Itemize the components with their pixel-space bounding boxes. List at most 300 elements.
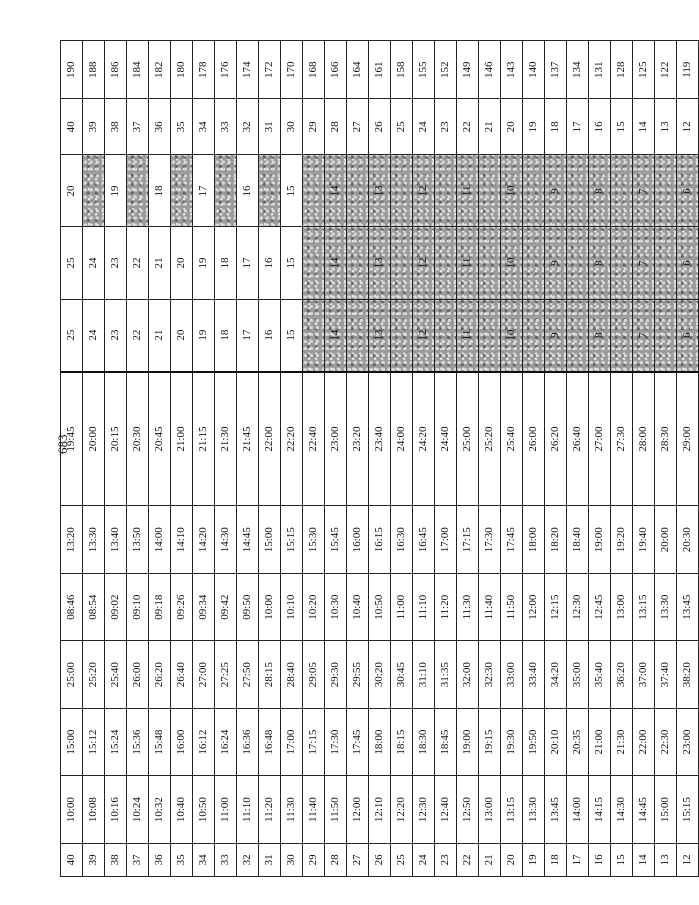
- cell-val-k: 170: [281, 41, 303, 99]
- cell-time-b: 16:36: [237, 708, 259, 775]
- cell-time-c: 33:40: [523, 641, 545, 708]
- cell-time-b: 16:24: [215, 708, 237, 775]
- cell-time-c: 31:35: [435, 641, 457, 708]
- cell-val-i: 15: [281, 155, 303, 227]
- cell-val-h: [479, 227, 501, 299]
- cell-val-j: 30: [281, 99, 303, 155]
- cell-val-k: 174: [237, 41, 259, 99]
- cell-time-e: 17:30: [479, 506, 501, 573]
- cell-val-i: 10: [501, 155, 523, 227]
- cell-time-e: 16:15: [369, 506, 391, 573]
- cell-time-e: 16:30: [391, 506, 413, 573]
- table-row: [523, 41, 545, 877]
- cell-val-k: 164: [347, 41, 369, 99]
- cell-score: 31: [259, 843, 281, 876]
- cell-time-d: 11:20: [435, 573, 457, 640]
- cell-val-i: [83, 155, 105, 227]
- table-row: [171, 41, 193, 877]
- cell-time-b: 16:00: [171, 708, 193, 775]
- cell-score: 30: [281, 843, 303, 876]
- cell-val-k: 158: [391, 41, 413, 99]
- cell-val-h: 9: [545, 227, 567, 299]
- cell-val-i: 14: [325, 155, 347, 227]
- cell-time-a: 10:00: [61, 776, 83, 843]
- cell-time-a: 11:10: [237, 776, 259, 843]
- cell-time-f: 24:20: [413, 372, 435, 506]
- cell-score: 22: [457, 843, 479, 876]
- cell-time-e: 13:50: [127, 506, 149, 573]
- cell-val-i: [655, 155, 677, 227]
- cell-val-j: 22: [457, 99, 479, 155]
- cell-val-i: [127, 155, 149, 227]
- cell-val-i: 9: [545, 155, 567, 227]
- cell-time-a: 11:40: [303, 776, 325, 843]
- cell-val-k: 168: [303, 41, 325, 99]
- cell-time-d: 11:30: [457, 573, 479, 640]
- table-row: [391, 41, 413, 877]
- cell-val-k: 119: [677, 41, 699, 99]
- cell-score: 16: [589, 843, 611, 876]
- cell-time-d: 10:30: [325, 573, 347, 640]
- cell-val-h: 11: [457, 227, 479, 299]
- cell-val-k: 143: [501, 41, 523, 99]
- cell-time-b: 20:10: [545, 708, 567, 775]
- cell-time-d: 11:40: [479, 573, 501, 640]
- cell-time-f: 22:40: [303, 372, 325, 506]
- cell-val-h: 24: [83, 227, 105, 299]
- cell-val-j: 15: [611, 99, 633, 155]
- cell-time-e: 14:45: [237, 506, 259, 573]
- cell-time-a: 10:32: [149, 776, 171, 843]
- cell-val-h: 15: [281, 227, 303, 299]
- cell-val-k: 166: [325, 41, 347, 99]
- cell-time-e: 13:40: [105, 506, 127, 573]
- cell-time-a: 14:30: [611, 776, 633, 843]
- cell-time-b: 15:24: [105, 708, 127, 775]
- cell-time-b: 15:12: [83, 708, 105, 775]
- cell-time-a: 10:50: [193, 776, 215, 843]
- cell-time-f: 25:40: [501, 372, 523, 506]
- cell-val-j: 33: [215, 99, 237, 155]
- cell-val-h: 23: [105, 227, 127, 299]
- cell-time-d: 09:18: [149, 573, 171, 640]
- cell-time-e: 18:20: [545, 506, 567, 573]
- cell-time-a: 12:00: [347, 776, 369, 843]
- cell-val-g: 8: [589, 299, 611, 372]
- cell-time-d: 12:15: [545, 573, 567, 640]
- cell-time-b: 17:45: [347, 708, 369, 775]
- cell-val-j: 17: [567, 99, 589, 155]
- cell-time-b: 21:00: [589, 708, 611, 775]
- cell-time-d: 08:54: [83, 573, 105, 640]
- cell-time-b: 19:30: [501, 708, 523, 775]
- cell-score: 33: [215, 843, 237, 876]
- cell-val-i: [171, 155, 193, 227]
- table-row: [501, 41, 523, 877]
- cell-time-d: 09:02: [105, 573, 127, 640]
- cell-time-b: 22:00: [633, 708, 655, 775]
- cell-val-g: 22: [127, 299, 149, 372]
- cell-val-h: 14: [325, 227, 347, 299]
- cell-score: 37: [127, 843, 149, 876]
- cell-val-h: 22: [127, 227, 149, 299]
- cell-time-d: 10:50: [369, 573, 391, 640]
- cell-time-e: 17:00: [435, 506, 457, 573]
- cell-time-b: 17:00: [281, 708, 303, 775]
- cell-val-h: 7: [633, 227, 655, 299]
- cell-val-h: 16: [259, 227, 281, 299]
- cell-time-a: 14:15: [589, 776, 611, 843]
- cell-val-i: [215, 155, 237, 227]
- rotated-table-area: [60, 40, 693, 877]
- cell-val-j: 12: [677, 99, 699, 155]
- cell-val-g: [479, 299, 501, 372]
- cell-val-k: 131: [589, 41, 611, 99]
- cell-time-e: 17:45: [501, 506, 523, 573]
- table-row: [545, 41, 567, 877]
- cell-time-c: 25:40: [105, 641, 127, 708]
- cell-time-f: 19:45: [61, 372, 83, 506]
- table-row: [435, 41, 457, 877]
- table-row: [567, 41, 589, 877]
- cell-time-a: 13:15: [501, 776, 523, 843]
- cell-val-k: 178: [193, 41, 215, 99]
- cell-time-c: 25:20: [83, 641, 105, 708]
- cell-val-j: 31: [259, 99, 281, 155]
- cell-val-i: [435, 155, 457, 227]
- scoring-table-body: [61, 41, 699, 877]
- cell-time-f: 23:40: [369, 372, 391, 506]
- cell-time-c: 32:30: [479, 641, 501, 708]
- cell-time-b: 21:30: [611, 708, 633, 775]
- table-row: [127, 41, 149, 877]
- cell-val-h: 25: [61, 227, 83, 299]
- cell-val-j: 26: [369, 99, 391, 155]
- cell-time-c: 29:30: [325, 641, 347, 708]
- cell-time-d: 11:00: [391, 573, 413, 640]
- cell-time-f: 22:20: [281, 372, 303, 506]
- cell-time-a: 11:20: [259, 776, 281, 843]
- cell-time-a: 14:45: [633, 776, 655, 843]
- cell-val-j: 16: [589, 99, 611, 155]
- cell-time-c: 27:00: [193, 641, 215, 708]
- cell-val-h: [303, 227, 325, 299]
- cell-val-g: 15: [281, 299, 303, 372]
- cell-time-d: 09:42: [215, 573, 237, 640]
- cell-time-c: 29:05: [303, 641, 325, 708]
- cell-val-g: [655, 299, 677, 372]
- cell-val-j: 24: [413, 99, 435, 155]
- cell-time-c: 32:00: [457, 641, 479, 708]
- table-row: [105, 41, 127, 877]
- cell-val-i: 20: [61, 155, 83, 227]
- cell-time-f: 20:45: [149, 372, 171, 506]
- cell-score: 29: [303, 843, 325, 876]
- cell-val-g: 10: [501, 299, 523, 372]
- cell-val-j: 34: [193, 99, 215, 155]
- cell-val-k: 190: [61, 41, 83, 99]
- cell-val-g: 17: [237, 299, 259, 372]
- cell-val-h: [611, 227, 633, 299]
- cell-time-b: 19:00: [457, 708, 479, 775]
- cell-val-j: 13: [655, 99, 677, 155]
- cell-score: 40: [61, 843, 83, 876]
- cell-val-j: 20: [501, 99, 523, 155]
- cell-time-f: 24:00: [391, 372, 413, 506]
- cell-val-j: 19: [523, 99, 545, 155]
- cell-val-k: 188: [83, 41, 105, 99]
- cell-time-f: 20:30: [127, 372, 149, 506]
- cell-time-c: 26:00: [127, 641, 149, 708]
- cell-val-i: 7: [633, 155, 655, 227]
- cell-time-b: 16:48: [259, 708, 281, 775]
- cell-time-c: 35:40: [589, 641, 611, 708]
- cell-val-h: [435, 227, 457, 299]
- table-row: [215, 41, 237, 877]
- cell-time-a: 14:00: [567, 776, 589, 843]
- cell-time-f: 26:20: [545, 372, 567, 506]
- cell-time-b: 20:35: [567, 708, 589, 775]
- cell-time-a: 13:45: [545, 776, 567, 843]
- cell-time-f: 23:20: [347, 372, 369, 506]
- cell-time-f: 21:30: [215, 372, 237, 506]
- cell-time-c: 27:25: [215, 641, 237, 708]
- cell-time-b: 17:15: [303, 708, 325, 775]
- cell-val-g: 9: [545, 299, 567, 372]
- cell-time-f: 20:00: [83, 372, 105, 506]
- cell-time-b: 18:45: [435, 708, 457, 775]
- cell-val-h: [347, 227, 369, 299]
- cell-val-j: 37: [127, 99, 149, 155]
- cell-val-g: 24: [83, 299, 105, 372]
- cell-score: 36: [149, 843, 171, 876]
- cell-val-j: 18: [545, 99, 567, 155]
- cell-val-j: 28: [325, 99, 347, 155]
- cell-val-i: [611, 155, 633, 227]
- cell-time-a: 12:40: [435, 776, 457, 843]
- cell-val-i: 19: [105, 155, 127, 227]
- cell-time-b: 15:48: [149, 708, 171, 775]
- cell-val-g: 16: [259, 299, 281, 372]
- cell-score: 38: [105, 843, 127, 876]
- cell-time-d: 13:00: [611, 573, 633, 640]
- cell-time-d: 13:30: [655, 573, 677, 640]
- cell-val-g: 19: [193, 299, 215, 372]
- cell-time-a: 10:40: [171, 776, 193, 843]
- cell-val-j: 39: [83, 99, 105, 155]
- cell-time-c: 25:00: [61, 641, 83, 708]
- cell-val-k: 134: [567, 41, 589, 99]
- cell-time-f: 26:40: [567, 372, 589, 506]
- cell-val-h: 17: [237, 227, 259, 299]
- table-row: [281, 41, 303, 877]
- cell-time-e: 20:30: [677, 506, 699, 573]
- cell-time-d: 10:00: [259, 573, 281, 640]
- cell-time-f: 23:00: [325, 372, 347, 506]
- table-row: [149, 41, 171, 877]
- cell-time-e: 19:20: [611, 506, 633, 573]
- table-row: [325, 41, 347, 877]
- cell-time-c: 34:20: [545, 641, 567, 708]
- cell-val-j: 36: [149, 99, 171, 155]
- cell-time-a: 12:50: [457, 776, 479, 843]
- cell-val-h: 19: [193, 227, 215, 299]
- table-row: [479, 41, 501, 877]
- cell-time-d: 11:50: [501, 573, 523, 640]
- cell-val-i: 17: [193, 155, 215, 227]
- cell-time-d: 09:50: [237, 573, 259, 640]
- cell-val-g: 25: [61, 299, 83, 372]
- cell-val-h: 10: [501, 227, 523, 299]
- cell-score: 12: [677, 843, 699, 876]
- cell-val-k: 137: [545, 41, 567, 99]
- cell-time-e: 15:00: [259, 506, 281, 573]
- cell-score: 35: [171, 843, 193, 876]
- cell-time-d: 12:30: [567, 573, 589, 640]
- cell-time-f: 22:00: [259, 372, 281, 506]
- cell-val-j: 23: [435, 99, 457, 155]
- cell-time-a: 15:00: [655, 776, 677, 843]
- cell-time-b: 15:00: [61, 708, 83, 775]
- table-row: [303, 41, 325, 877]
- table-row: [633, 41, 655, 877]
- cell-val-g: 21: [149, 299, 171, 372]
- cell-time-e: 14:30: [215, 506, 237, 573]
- cell-time-d: 10:20: [303, 573, 325, 640]
- cell-val-i: [303, 155, 325, 227]
- cell-time-c: 30:45: [391, 641, 413, 708]
- cell-time-c: 28:15: [259, 641, 281, 708]
- cell-score: 24: [413, 843, 435, 876]
- cell-time-c: 35:00: [567, 641, 589, 708]
- cell-time-b: 22:30: [655, 708, 677, 775]
- cell-val-i: 6: [677, 155, 699, 227]
- cell-score: 18: [545, 843, 567, 876]
- cell-time-a: 10:24: [127, 776, 149, 843]
- cell-val-j: 25: [391, 99, 413, 155]
- cell-val-g: [567, 299, 589, 372]
- cell-val-k: 152: [435, 41, 457, 99]
- cell-time-a: 11:50: [325, 776, 347, 843]
- cell-time-f: 21:45: [237, 372, 259, 506]
- cell-val-j: 35: [171, 99, 193, 155]
- cell-time-d: 09:34: [193, 573, 215, 640]
- cell-val-j: 32: [237, 99, 259, 155]
- cell-time-b: 18:15: [391, 708, 413, 775]
- cell-time-a: 13:30: [523, 776, 545, 843]
- cell-val-g: [347, 299, 369, 372]
- cell-score: 32: [237, 843, 259, 876]
- cell-time-e: 20:00: [655, 506, 677, 573]
- cell-time-a: 12:20: [391, 776, 413, 843]
- cell-score: 14: [633, 843, 655, 876]
- cell-time-f: 21:15: [193, 372, 215, 506]
- cell-score: 26: [369, 843, 391, 876]
- cell-val-g: 11: [457, 299, 479, 372]
- cell-time-a: 15:15: [677, 776, 699, 843]
- cell-time-f: 28:00: [633, 372, 655, 506]
- cell-time-b: 23:00: [677, 708, 699, 775]
- cell-val-h: 13: [369, 227, 391, 299]
- cell-val-k: 155: [413, 41, 435, 99]
- cell-time-a: 11:30: [281, 776, 303, 843]
- cell-time-a: 12:30: [413, 776, 435, 843]
- cell-val-h: [567, 227, 589, 299]
- cell-val-g: 7: [633, 299, 655, 372]
- cell-val-h: [655, 227, 677, 299]
- cell-time-b: 18:00: [369, 708, 391, 775]
- cell-time-d: 13:45: [677, 573, 699, 640]
- cell-val-i: [523, 155, 545, 227]
- table-row: [457, 41, 479, 877]
- cell-time-f: 27:30: [611, 372, 633, 506]
- cell-val-h: [523, 227, 545, 299]
- cell-val-g: [435, 299, 457, 372]
- cell-time-d: 12:00: [523, 573, 545, 640]
- cell-val-g: [303, 299, 325, 372]
- cell-time-d: 12:45: [589, 573, 611, 640]
- cell-time-c: 31:10: [413, 641, 435, 708]
- cell-val-g: 20: [171, 299, 193, 372]
- cell-time-c: 29:55: [347, 641, 369, 708]
- cell-val-h: 8: [589, 227, 611, 299]
- cell-time-f: 29:00: [677, 372, 699, 506]
- table-row: [655, 41, 677, 877]
- cell-val-h: [391, 227, 413, 299]
- page-number: 683: [55, 434, 70, 454]
- cell-time-f: 27:00: [589, 372, 611, 506]
- cell-time-c: 38:20: [677, 641, 699, 708]
- cell-time-b: 18:30: [413, 708, 435, 775]
- cell-time-e: 16:00: [347, 506, 369, 573]
- cell-score: 25: [391, 843, 413, 876]
- cell-time-c: 28:40: [281, 641, 303, 708]
- cell-val-k: 176: [215, 41, 237, 99]
- cell-score: 19: [523, 843, 545, 876]
- table-row: [369, 41, 391, 877]
- cell-val-j: 40: [61, 99, 83, 155]
- cell-score: 28: [325, 843, 347, 876]
- cell-val-h: 6: [677, 227, 699, 299]
- cell-time-c: 33:00: [501, 641, 523, 708]
- cell-val-h: 20: [171, 227, 193, 299]
- cell-time-b: 17:30: [325, 708, 347, 775]
- table-row: [611, 41, 633, 877]
- cell-time-f: 26:00: [523, 372, 545, 506]
- cell-time-d: 08:46: [61, 573, 83, 640]
- cell-time-c: 26:40: [171, 641, 193, 708]
- cell-val-k: 182: [149, 41, 171, 99]
- cell-time-e: 13:20: [61, 506, 83, 573]
- cell-time-d: 11:10: [413, 573, 435, 640]
- cell-score: 39: [83, 843, 105, 876]
- cell-val-g: [523, 299, 545, 372]
- cell-score: 15: [611, 843, 633, 876]
- cell-time-a: 10:16: [105, 776, 127, 843]
- cell-time-c: 30:20: [369, 641, 391, 708]
- cell-val-g: [611, 299, 633, 372]
- cell-time-c: 27:50: [237, 641, 259, 708]
- cell-time-e: 15:30: [303, 506, 325, 573]
- table-row: [589, 41, 611, 877]
- cell-time-e: 18:00: [523, 506, 545, 573]
- cell-val-k: 128: [611, 41, 633, 99]
- cell-time-e: 15:45: [325, 506, 347, 573]
- cell-time-f: 25:00: [457, 372, 479, 506]
- cell-val-k: 184: [127, 41, 149, 99]
- cell-val-k: 172: [259, 41, 281, 99]
- cell-time-e: 18:40: [567, 506, 589, 573]
